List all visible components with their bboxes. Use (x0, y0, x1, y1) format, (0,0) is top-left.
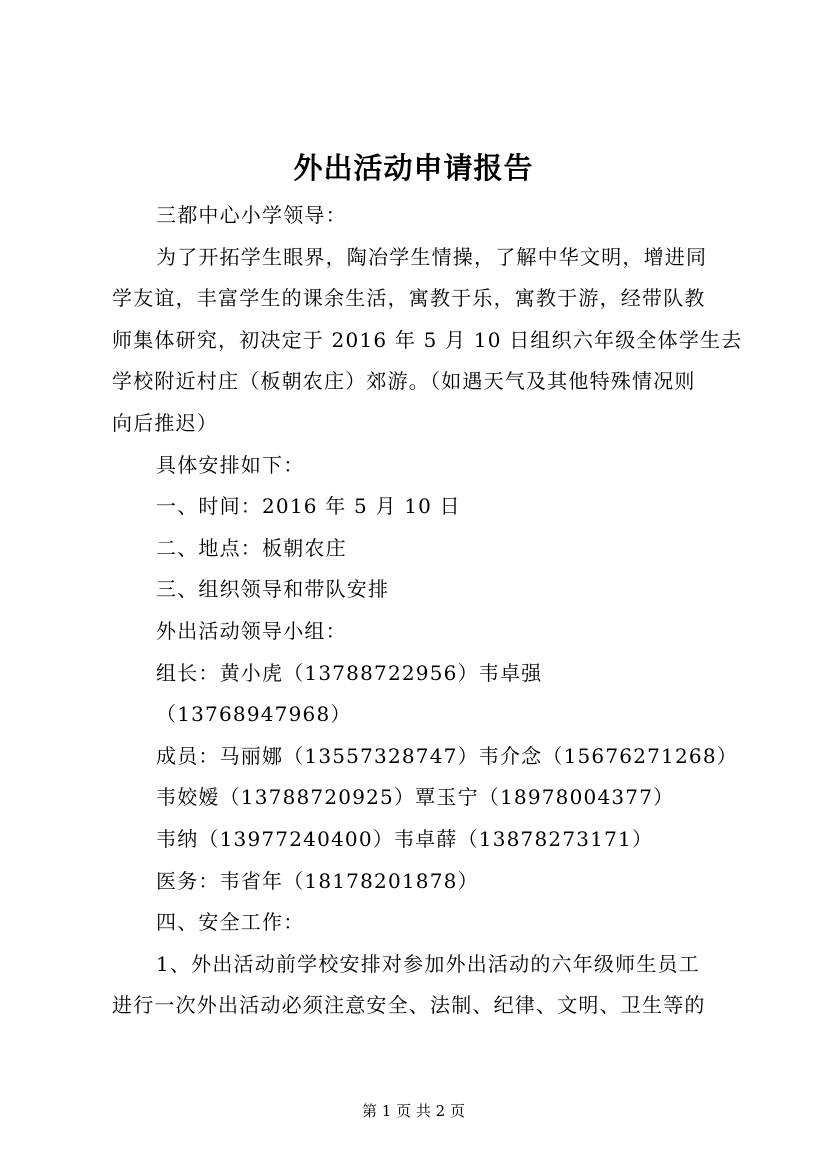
safety-heading: 四、安全工作： (156, 910, 305, 935)
members-line: 韦姣嫒（13788720925）覃玉宁（18978004377） (156, 785, 675, 810)
page-number-footer: 第 1 页 共 2 页 (362, 1102, 465, 1120)
document-title: 外出活动申请报告 (293, 151, 534, 185)
paragraph-line: 向后推迟） (112, 410, 218, 435)
location-line: 二、地点：板朝农庄 (156, 535, 347, 560)
paragraph-line: 师集体研究，初决定于 2016 年 5 月 10 日组织六年级全体学生去 (112, 327, 743, 352)
members-line: 成员：马丽娜（13557328747）韦介念（15676271268） (156, 743, 738, 768)
group-leader-line: 组长：黄小虎（13788722956）韦卓强 (156, 660, 543, 685)
schedule-heading: 具体安排如下： (156, 452, 305, 477)
safety-paragraph-line: 1、外出活动前学校安排对参加外出活动的六年级师生员工 (156, 951, 700, 976)
time-line: 一、时间：2016 年 5 月 10 日 (156, 494, 461, 519)
group-leader-phone-line: （13768947968） (156, 702, 352, 727)
document-body (112, 195, 743, 1027)
paragraph-line: 学友谊，丰富学生的课余生活，寓教于乐，寓教于游，经带队教 (112, 286, 706, 311)
medical-line: 医务：韦省年（18178201878） (156, 868, 479, 893)
paragraph-line: 学校附近村庄（板朝农庄）郊游。（如遇天气及其他特殊情况则 (112, 369, 696, 394)
safety-paragraph-line: 进行一次外出活动必须注意安全、法制、纪律、文明、卫生等的 (112, 993, 706, 1018)
salutation-line: 三都中心小学领导： (156, 203, 347, 227)
leadership-group-heading: 外出活动领导小组： (156, 618, 347, 643)
paragraph-line: 为了开拓学生眼界，陶冶学生情操，了解中华文明，增进同 (156, 244, 708, 269)
organization-heading: 三、组织领导和带队安排 (156, 577, 390, 602)
members-line: 韦纳（13977240400）韦卓薛（13878273171） (156, 826, 654, 851)
